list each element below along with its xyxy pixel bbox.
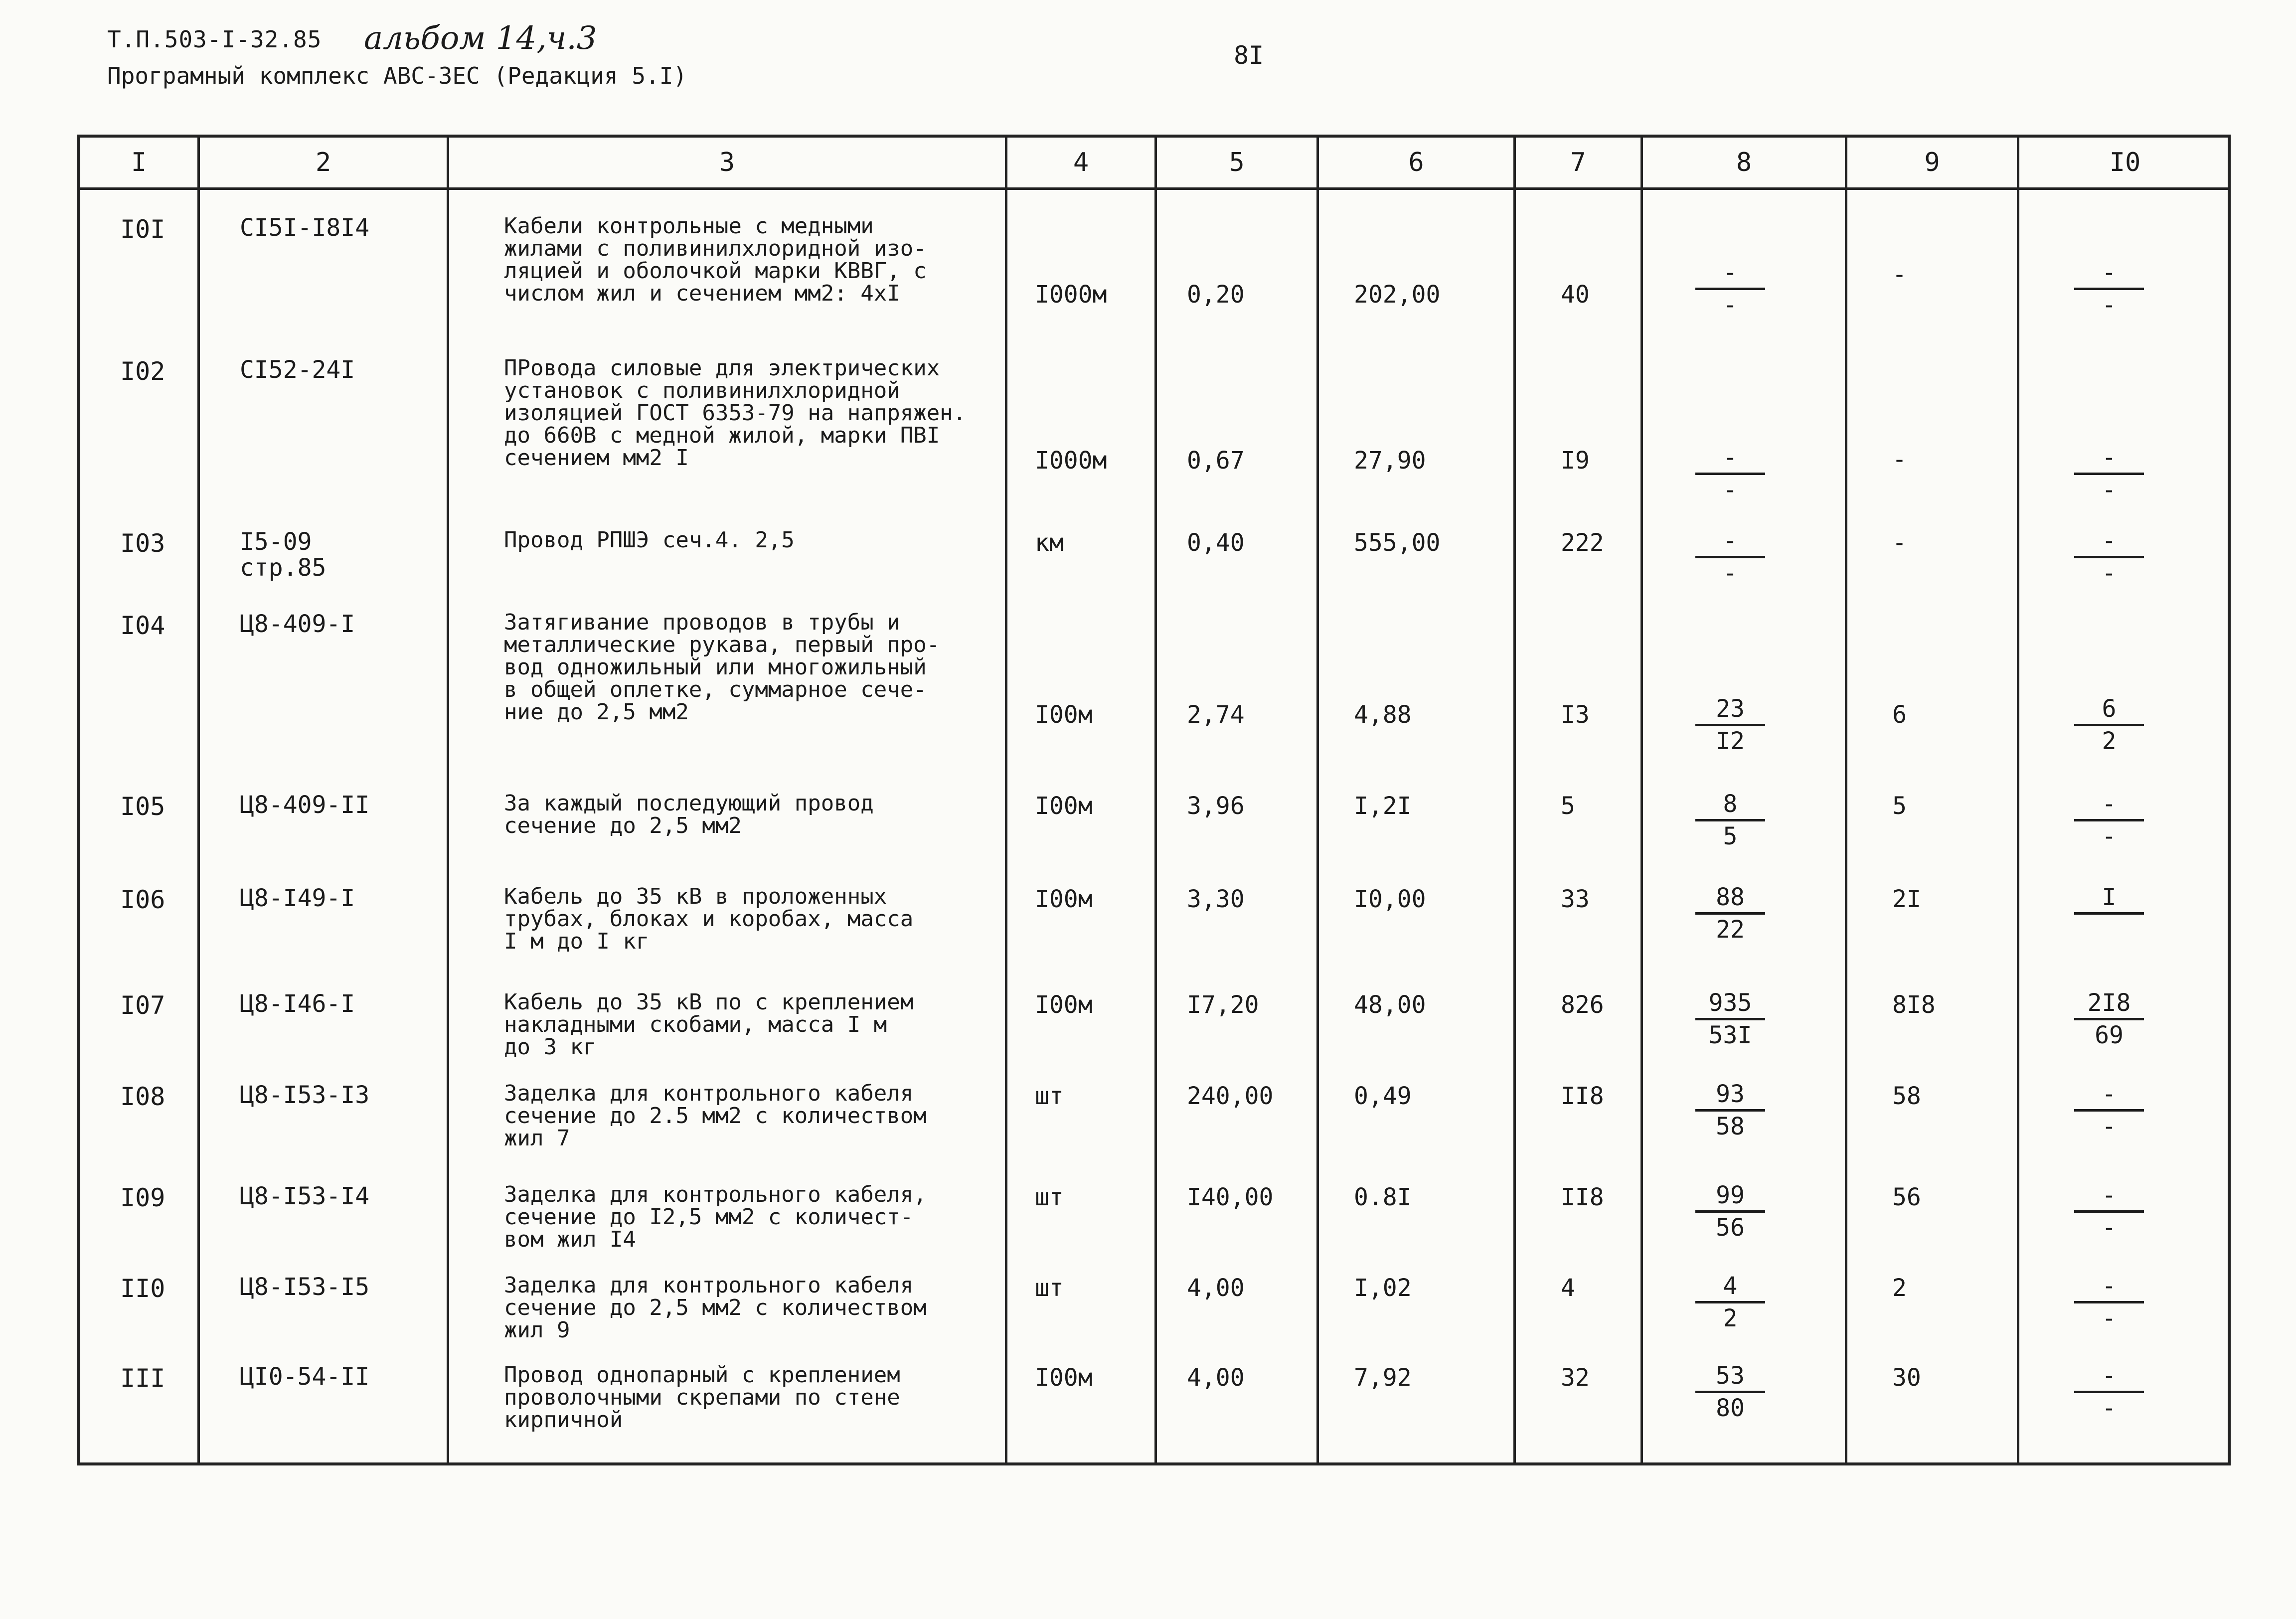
total-cost: I3 [1561, 701, 1590, 729]
total-cost: 33 [1561, 885, 1590, 913]
unit-price: I,2I [1354, 792, 1412, 820]
col8-denominator: I2 [1716, 727, 1745, 755]
unit: I00м [1035, 1364, 1093, 1392]
work-description: Заделка для контрольного кабеля сечение до 2.5 мм2 с количеством жил 7 [504, 1081, 927, 1151]
col8-denominator: 58 [1716, 1113, 1745, 1140]
col8-numerator: 935 [1695, 991, 1765, 1020]
col10-numerator: - [2074, 261, 2144, 290]
total-cost: II8 [1561, 1082, 1604, 1110]
unit-price: 0.8I [1354, 1183, 1412, 1211]
page-number: 8I [1234, 41, 1264, 70]
quantity: 2,74 [1187, 701, 1245, 729]
unit-price: 555,00 [1354, 529, 1441, 557]
rate-code: Ц8-409-II [240, 791, 370, 819]
col10-numerator: 6 [2074, 697, 2144, 726]
quantity: 240,00 [1187, 1082, 1274, 1110]
col8-denominator: - [1723, 559, 1738, 587]
col9-value: 56 [1892, 1183, 1921, 1211]
column-header: 7 [1570, 148, 1586, 177]
unit-price: 202,00 [1354, 281, 1441, 309]
column-divider [2017, 138, 2019, 1462]
col10-numerator: - [2074, 446, 2144, 475]
col10-denominator: - [2102, 1394, 2117, 1422]
col8-denominator: 22 [1716, 916, 1745, 944]
quantity: 3,30 [1187, 885, 1245, 913]
total-cost: 5 [1561, 792, 1575, 820]
quantity: I40,00 [1187, 1183, 1274, 1211]
total-cost: 826 [1561, 991, 1604, 1019]
row-number: II0 [120, 1274, 165, 1303]
col8-numerator: 8 [1695, 792, 1765, 821]
col8-numerator: 53 [1695, 1364, 1765, 1393]
column-header: 8 [1736, 148, 1752, 177]
column-divider [1154, 138, 1157, 1462]
quantity: I7,20 [1187, 991, 1259, 1019]
total-cost: 4 [1561, 1274, 1575, 1302]
row-number: I08 [120, 1082, 165, 1111]
row-number: I03 [120, 529, 165, 558]
col9-value: 58 [1892, 1082, 1921, 1110]
col8-fraction [1695, 792, 1765, 848]
album-note: альбом 14,ч.3 [364, 20, 597, 57]
unit-price: I,02 [1354, 1274, 1412, 1302]
work-description: Кабель до 35 кВ по с креплением накладными скобами, масса I м до 3 кг [504, 989, 914, 1060]
work-description: За каждый последующий провод сечение до 2,5 мм2 [504, 791, 874, 838]
column-header: 9 [1924, 148, 1940, 177]
rate-code: Ц8-409-I [240, 610, 355, 638]
col8-denominator: - [1723, 476, 1738, 504]
col10-denominator: - [2102, 1214, 2117, 1242]
total-cost: 32 [1561, 1364, 1590, 1392]
column-header: 5 [1229, 148, 1245, 177]
unit: шт [1035, 1183, 1064, 1211]
row-number: I09 [120, 1183, 165, 1212]
row-number: I0I [120, 215, 165, 244]
col10-fraction [2074, 1274, 2144, 1330]
estimate-table [77, 135, 2231, 1465]
col10-denominator: - [2102, 1304, 2117, 1332]
row-number: III [120, 1364, 165, 1393]
col9-value: - [1892, 529, 1907, 557]
work-description: Заделка для контрольного кабеля сечение до 2,5 мм2 с количеством жил 9 [504, 1273, 927, 1343]
total-cost: II8 [1561, 1183, 1604, 1211]
document-code: Т.П.503-I-32.85 [107, 26, 322, 53]
column-header: I [131, 148, 147, 177]
col8-numerator: 99 [1695, 1183, 1765, 1213]
col8-fraction [1695, 529, 1765, 585]
column-divider [1316, 138, 1319, 1462]
rate-code: CI52-24I [240, 356, 355, 384]
col10-numerator: 2I8 [2074, 991, 2144, 1020]
rate-code: Ц8-I49-I [240, 884, 355, 912]
column-divider [1513, 138, 1516, 1462]
col9-value: 30 [1892, 1364, 1921, 1392]
program-title: Програмный комплекс АВС-3ЕС (Редакция 5.I) [107, 62, 687, 89]
col9-value: 8I8 [1892, 991, 1936, 1019]
row-number: I05 [120, 792, 165, 821]
column-header: I0 [2109, 148, 2141, 177]
col10-fraction [2074, 1364, 2144, 1420]
col9-value: 6 [1892, 701, 1907, 729]
quantity: 0,67 [1187, 447, 1245, 475]
col8-numerator: 88 [1695, 885, 1765, 915]
rate-code: Ц8-I46-I [240, 990, 355, 1018]
quantity: 3,96 [1187, 792, 1245, 820]
column-divider [1845, 138, 1847, 1462]
total-cost: 40 [1561, 281, 1590, 309]
column-divider [1640, 138, 1643, 1462]
col8-denominator: 80 [1716, 1394, 1745, 1422]
col10-numerator: - [2074, 1274, 2144, 1303]
column-divider [1005, 138, 1007, 1462]
column-header: 2 [315, 148, 331, 177]
unit-price: 27,90 [1354, 447, 1426, 475]
rate-code: I5-09 стр.85 [240, 528, 327, 582]
col10-fraction [2074, 991, 2144, 1047]
col10-numerator: - [2074, 1082, 2144, 1112]
column-header: 3 [719, 148, 735, 177]
col10-fraction [2074, 446, 2144, 502]
unit-price: 0,49 [1354, 1082, 1412, 1110]
col8-numerator: 93 [1695, 1082, 1765, 1112]
col10-fraction [2074, 261, 2144, 317]
col8-fraction [1695, 446, 1765, 502]
col9-value: - [1892, 446, 1907, 474]
unit-price: I0,00 [1354, 885, 1426, 913]
col10-numerator: - [2074, 1183, 2144, 1213]
col10-denominator: - [2102, 1113, 2117, 1140]
col8-fraction [1695, 885, 1765, 942]
col9-value: 5 [1892, 792, 1907, 820]
quantity: 4,00 [1187, 1274, 1245, 1302]
col10-numerator: I [2074, 885, 2144, 915]
quantity: 4,00 [1187, 1364, 1245, 1392]
col8-fraction [1695, 697, 1765, 753]
col9-value: - [1892, 261, 1907, 289]
column-divider [447, 138, 449, 1462]
rate-code: Ц8-I53-I4 [240, 1182, 370, 1210]
header-rule [80, 187, 2228, 190]
quantity: 0,20 [1187, 281, 1245, 309]
unit: I00м [1035, 991, 1093, 1019]
work-description: ПРовода силовые для электрических установок с поливинилхлоридной изоляцией ГОСТ 6353-79 на напряжен. до 660В с медной жилой, марки ПВI сечением мм2 I [504, 355, 967, 471]
col10-numerator: - [2074, 529, 2144, 558]
col9-value: 2 [1892, 1274, 1907, 1302]
col8-numerator: - [1695, 446, 1765, 475]
col8-denominator: 5 [1723, 822, 1738, 850]
col8-fraction [1695, 1183, 1765, 1240]
col10-denominator: 69 [2095, 1021, 2124, 1049]
col8-denominator: - [1723, 291, 1738, 319]
unit: I000м [1035, 281, 1107, 309]
row-number: I02 [120, 357, 165, 386]
col10-fraction [2074, 697, 2144, 753]
col8-fraction [1695, 991, 1765, 1047]
col10-fraction [2074, 1082, 2144, 1138]
col10-denominator: - [2102, 291, 2117, 319]
column-divider [197, 138, 200, 1462]
unit-price: 48,00 [1354, 991, 1426, 1019]
col10-fraction [2074, 885, 2144, 918]
col10-denominator: - [2102, 559, 2117, 587]
col8-fraction [1695, 261, 1765, 317]
col8-fraction [1695, 1274, 1765, 1330]
unit: I00м [1035, 885, 1093, 913]
row-number: I06 [120, 885, 165, 914]
column-header: 4 [1073, 148, 1089, 177]
unit: I00м [1035, 701, 1093, 729]
work-description: Кабель до 35 кВ в проложенных трубах, блоках и коробах, масса I м до I кг [504, 884, 914, 954]
work-description: Кабели контрольные с медными жилами с поливинилхлоридной изо- ляцией и оболочкой марки КВВГ, с числом жил и сечением мм2: 4xI [504, 213, 927, 306]
quantity: 0,40 [1187, 529, 1245, 557]
unit-price: 4,88 [1354, 701, 1412, 729]
work-description: Заделка для контрольного кабеля, сечение до I2,5 мм2 с количест- вом жил I4 [504, 1182, 927, 1252]
col10-denominator: - [2102, 476, 2117, 504]
work-description: Провод РПШЭ сеч.4. 2,5 [504, 527, 795, 553]
work-description: Затягивание проводов в трубы и металлические рукава, первый про- вод одножильный или многожильный в общей оплетке, суммарное сече- ние до 2,5 мм2 [504, 610, 940, 725]
col8-fraction [1695, 1082, 1765, 1138]
col8-numerator: 4 [1695, 1274, 1765, 1303]
col10-numerator: - [2074, 1364, 2144, 1393]
col10-fraction [2074, 792, 2144, 848]
col10-numerator: - [2074, 792, 2144, 821]
unit: км [1035, 529, 1064, 557]
col8-denominator: 56 [1716, 1214, 1745, 1242]
row-number: I04 [120, 611, 165, 640]
col8-numerator: - [1695, 261, 1765, 290]
col9-value: 2I [1892, 885, 1921, 913]
col8-denominator: 2 [1723, 1304, 1738, 1332]
rate-code: Ц8-I53-I3 [240, 1081, 370, 1109]
total-cost: I9 [1561, 447, 1590, 475]
rate-code: CI5I-I8I4 [240, 214, 370, 242]
unit: I00м [1035, 792, 1093, 820]
col10-denominator: 2 [2102, 727, 2117, 755]
col10-denominator [2074, 915, 2144, 918]
unit: шт [1035, 1082, 1064, 1110]
col10-fraction [2074, 1183, 2144, 1240]
col8-numerator: - [1695, 529, 1765, 558]
col10-fraction [2074, 529, 2144, 585]
column-header: 6 [1408, 148, 1424, 177]
work-description: Провод однопарный с креплением проволочными скрепами по стене кирпичной [504, 1362, 900, 1433]
rate-code: ЦI0-54-II [240, 1363, 370, 1391]
total-cost: 222 [1561, 529, 1604, 557]
col8-fraction [1695, 1364, 1765, 1420]
rate-code: Ц8-I53-I5 [240, 1273, 370, 1301]
unit: I000м [1035, 447, 1107, 475]
row-number: I07 [120, 991, 165, 1020]
unit: шт [1035, 1274, 1064, 1302]
unit-price: 7,92 [1354, 1364, 1412, 1392]
col8-numerator: 23 [1695, 697, 1765, 726]
col10-denominator: - [2102, 822, 2117, 850]
col8-denominator: 53I [1708, 1021, 1752, 1049]
